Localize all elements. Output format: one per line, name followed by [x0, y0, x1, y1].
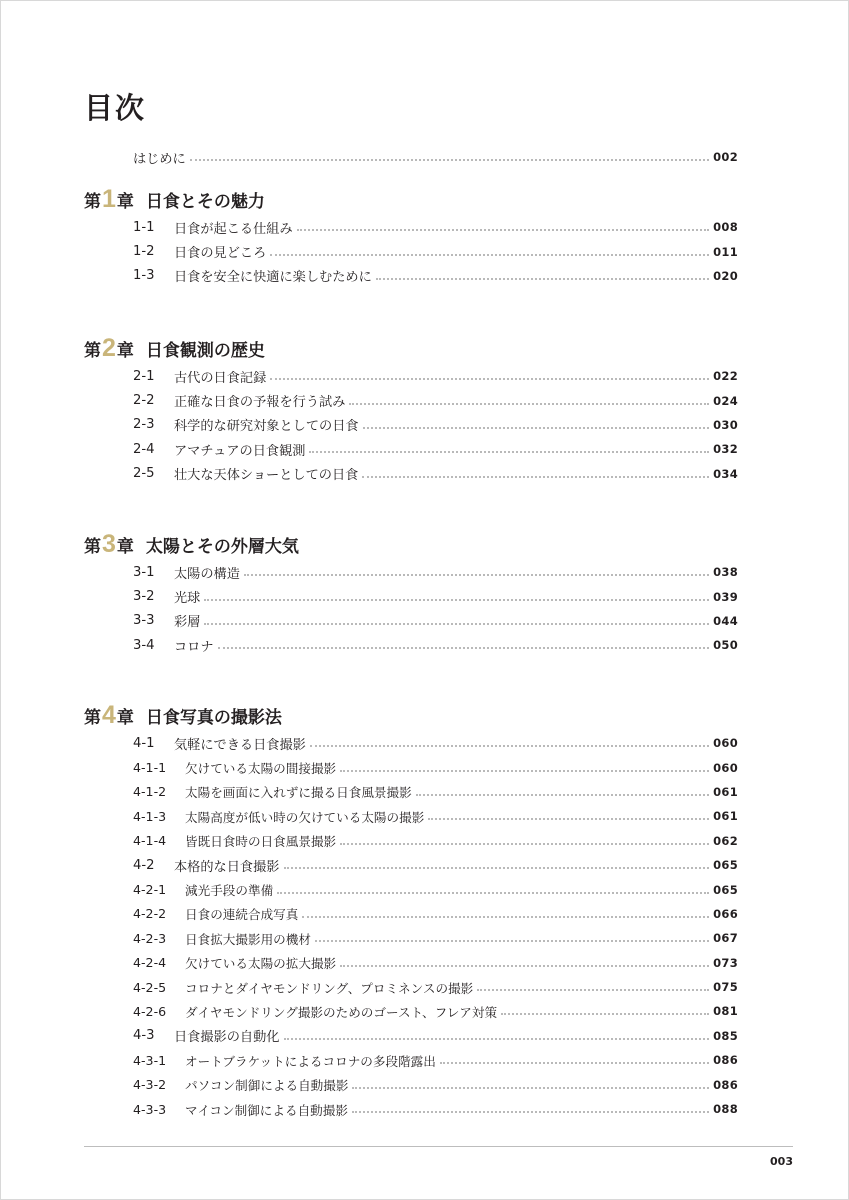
toc-label: 日食の連続合成写真 — [185, 907, 299, 923]
leader-dots — [204, 599, 709, 601]
chapter-suffix: 章 — [116, 536, 134, 557]
toc-section-number: 4-3-3 — [133, 1101, 167, 1117]
toc-row[interactable] — [133, 388, 738, 412]
toc-section-number: 4-2 — [133, 857, 155, 873]
toc-row[interactable] — [133, 264, 738, 288]
toc-label: 日食の見どころ — [174, 246, 267, 262]
toc-section-number: 4-1-4 — [133, 833, 167, 849]
toc-row[interactable] — [133, 239, 738, 263]
toc-row[interactable] — [133, 829, 738, 853]
toc-label: 減光手段の準備 — [185, 883, 274, 899]
leader-dots — [284, 867, 710, 869]
chapter-prefix: 第 — [84, 340, 101, 361]
chapter-number: 2 — [102, 333, 116, 362]
leader-dots — [477, 989, 709, 991]
toc-row[interactable] — [133, 804, 738, 828]
toc-section-number: 4-3-1 — [133, 1052, 167, 1068]
leader-dots — [309, 451, 709, 453]
toc-section-number: 4-2-6 — [133, 1003, 167, 1019]
toc-page-number: 081 — [713, 1004, 738, 1019]
toc-row[interactable] — [133, 999, 738, 1023]
leader-dots — [310, 745, 709, 747]
toc-label: アマチュアの日食観測 — [174, 443, 306, 459]
toc-page-number: 073 — [713, 955, 738, 970]
toc-row[interactable] — [133, 364, 738, 388]
toc-label: マイコン制御による自動撮影 — [185, 1102, 348, 1118]
leader-dots — [190, 159, 709, 161]
toc-row[interactable] — [133, 853, 738, 877]
toc-row[interactable] — [133, 413, 738, 437]
toc-row[interactable] — [133, 1097, 738, 1121]
leader-dots — [501, 1013, 709, 1015]
toc-section-number: 2-4 — [133, 441, 155, 457]
toc-page-number: 024 — [713, 393, 738, 408]
chapter-items — [133, 364, 738, 486]
leader-dots — [362, 476, 709, 478]
leader-dots — [340, 843, 709, 845]
chapter-suffix: 章 — [116, 707, 134, 728]
toc-page-number: 050 — [713, 638, 738, 653]
toc-page-number: 067 — [713, 931, 738, 946]
chapter-title: 日食写真の撮影法 — [145, 707, 282, 728]
toc-page-number: 060 — [713, 736, 738, 751]
leader-dots — [277, 892, 709, 894]
chapter-prefix: 第 — [84, 191, 101, 212]
chapter-title: 太陽とその外層大気 — [145, 536, 299, 557]
leader-dots — [376, 278, 709, 280]
toc-row[interactable] — [133, 780, 738, 804]
folio-page-number: 003 — [770, 1155, 793, 1168]
toc-row[interactable] — [133, 1048, 738, 1072]
leader-dots — [270, 254, 709, 256]
toc-row[interactable] — [133, 1072, 738, 1096]
toc-label: コロナ — [174, 639, 214, 655]
leader-dots — [270, 378, 709, 380]
toc-section-number: 4-1 — [133, 735, 155, 751]
toc-page-number: 065 — [713, 882, 738, 897]
toc-label: 気軽にできる日食撮影 — [174, 737, 306, 753]
toc-label: 壮大な天体ショーとしての日食 — [174, 468, 359, 484]
toc-row[interactable] — [133, 731, 738, 755]
leader-dots — [244, 574, 709, 576]
toc-section-number: 4-1-1 — [133, 760, 167, 776]
toc-page-number: 020 — [713, 268, 738, 283]
toc-page-number: 002 — [713, 150, 738, 165]
toc-row[interactable] — [133, 584, 738, 608]
toc-page-number: 088 — [713, 1102, 738, 1117]
toc-section-number: 2-3 — [133, 417, 155, 433]
leader-dots — [428, 818, 709, 820]
toc-page-number: 032 — [713, 442, 738, 457]
toc-section-number: 3-3 — [133, 613, 155, 629]
toc-page-number: 060 — [713, 760, 738, 775]
chapter-items — [133, 731, 738, 1121]
toc-page-number: 066 — [713, 906, 738, 921]
leader-dots — [349, 403, 709, 405]
toc-label: 日食が起こる仕組み — [174, 221, 293, 237]
toc-row[interactable] — [133, 215, 738, 239]
toc-row[interactable] — [133, 951, 738, 975]
toc-intro[interactable] — [133, 145, 738, 167]
toc-page-number: 030 — [713, 417, 738, 432]
chapter-heading-3[interactable] — [84, 530, 299, 558]
toc-label: 太陽を画面に入れずに撮る日食風景撮影 — [185, 785, 412, 801]
toc-page-number: 086 — [713, 1077, 738, 1092]
toc-section-number: 1-2 — [133, 244, 155, 260]
toc-label: 光球 — [174, 591, 201, 607]
toc-label: はじめに — [133, 151, 186, 167]
toc-section-number: 3-4 — [133, 637, 155, 653]
toc-section-number: 2-5 — [133, 466, 155, 482]
toc-label: コロナとダイヤモンドリング、プロミネンスの撮影 — [185, 980, 474, 996]
toc-row[interactable] — [133, 609, 738, 633]
toc-row[interactable] — [133, 975, 738, 999]
leader-dots — [218, 647, 710, 649]
toc-page-number: 085 — [713, 1028, 738, 1043]
toc-page-number: 061 — [713, 784, 738, 799]
toc-row[interactable] — [133, 462, 738, 486]
chapter-prefix: 第 — [84, 707, 101, 728]
toc-section-number: 3-1 — [133, 564, 155, 580]
toc-label: 欠けている太陽の拡大撮影 — [185, 956, 337, 972]
toc-row[interactable] — [133, 877, 738, 901]
toc-label: 日食撮影の自動化 — [174, 1030, 280, 1046]
toc-label: 皆既日食時の日食風景撮影 — [185, 834, 337, 850]
toc-page-number: 075 — [713, 980, 738, 995]
toc-page-number: 062 — [713, 833, 738, 848]
leader-dots — [440, 1062, 709, 1064]
toc-label: パソコン制御による自動撮影 — [185, 1078, 349, 1094]
toc-label: ダイヤモンドリング撮影のためのゴースト、フレア対策 — [185, 1004, 498, 1020]
toc-page-number: 008 — [713, 220, 738, 235]
leader-dots — [315, 940, 709, 942]
leader-dots — [352, 1111, 709, 1113]
leader-dots — [340, 770, 709, 772]
toc-page-number: 065 — [713, 858, 738, 873]
toc-label: 日食を安全に快適に楽しむために — [174, 270, 372, 286]
toc-row[interactable] — [133, 145, 738, 169]
toc-row[interactable] — [133, 755, 738, 779]
toc-row[interactable] — [133, 633, 738, 657]
chapter-prefix: 第 — [84, 536, 101, 557]
toc-label: 科学的な研究対象としての日食 — [174, 419, 359, 435]
chapter-title: 日食観測の歴史 — [145, 340, 265, 361]
chapter-title: 日食とその魅力 — [145, 191, 265, 212]
page-title: 目次 — [84, 91, 147, 125]
toc-section-number: 4-2-2 — [133, 906, 167, 922]
toc-page-number: 086 — [713, 1053, 738, 1068]
chapter-items — [133, 215, 738, 288]
toc-section-number: 4-2-3 — [133, 930, 167, 946]
leader-dots — [363, 427, 709, 429]
toc-label: 日食拡大撮影用の機材 — [185, 931, 311, 947]
toc-label: 太陽高度が低い時の欠けている太陽の撮影 — [185, 809, 425, 825]
toc-page-number: 039 — [713, 589, 738, 604]
toc-page-number: 011 — [713, 244, 738, 259]
chapter-items — [133, 560, 738, 658]
toc-label: 本格的な日食撮影 — [174, 859, 280, 875]
toc-section-number: 1-3 — [133, 268, 155, 284]
chapter-suffix: 章 — [116, 340, 134, 361]
leader-dots — [284, 1038, 710, 1040]
toc-section-number: 4-1-3 — [133, 808, 167, 824]
toc-section-number: 4-3 — [133, 1028, 155, 1044]
toc-label: 正確な日食の予報を行う試み — [174, 395, 346, 411]
toc-section-number: 2-2 — [133, 393, 155, 409]
toc-row[interactable] — [133, 437, 738, 461]
toc-page-number: 034 — [713, 466, 738, 481]
chapter-heading-1[interactable] — [84, 185, 265, 213]
chapter-number: 1 — [102, 184, 116, 213]
chapter-number: 4 — [102, 700, 116, 729]
toc-section-number: 4-2-4 — [133, 955, 167, 971]
toc-page-number: 022 — [713, 369, 738, 384]
toc-section-number: 4-1-2 — [133, 784, 167, 800]
toc-section-number: 1-1 — [133, 219, 155, 235]
toc-section-number: 4-2-5 — [133, 979, 167, 995]
leader-dots — [204, 623, 709, 625]
toc-page-number: 038 — [713, 565, 738, 580]
toc-section-number: 4-2-1 — [133, 882, 167, 898]
toc-label: 欠けている太陽の間接撮影 — [185, 761, 337, 777]
toc-row[interactable] — [133, 902, 738, 926]
toc-label: 古代の日食記録 — [174, 370, 267, 386]
leader-dots — [416, 794, 709, 796]
leader-dots — [352, 1087, 709, 1089]
toc-section-number: 2-1 — [133, 368, 155, 384]
toc-row[interactable] — [133, 926, 738, 950]
toc-label: 彩層 — [174, 615, 201, 631]
chapter-number: 3 — [102, 529, 116, 558]
toc-page-number: 061 — [713, 809, 738, 824]
toc-row[interactable] — [133, 560, 738, 584]
leader-dots — [340, 965, 709, 967]
footer-rule — [84, 1146, 793, 1147]
toc-label: 太陽の構造 — [174, 566, 240, 582]
leader-dots — [297, 229, 709, 231]
toc-page-number: 044 — [713, 613, 738, 628]
leader-dots — [302, 916, 709, 918]
chapter-heading-2[interactable] — [84, 334, 265, 362]
toc-label: オートブラケットによるコロナの多段階露出 — [185, 1053, 436, 1069]
chapter-heading-4[interactable] — [84, 701, 282, 729]
toc-section-number: 3-2 — [133, 589, 155, 605]
toc-section-number: 4-3-2 — [133, 1077, 167, 1093]
chapter-suffix: 章 — [116, 191, 134, 212]
toc-row[interactable] — [133, 1024, 738, 1048]
